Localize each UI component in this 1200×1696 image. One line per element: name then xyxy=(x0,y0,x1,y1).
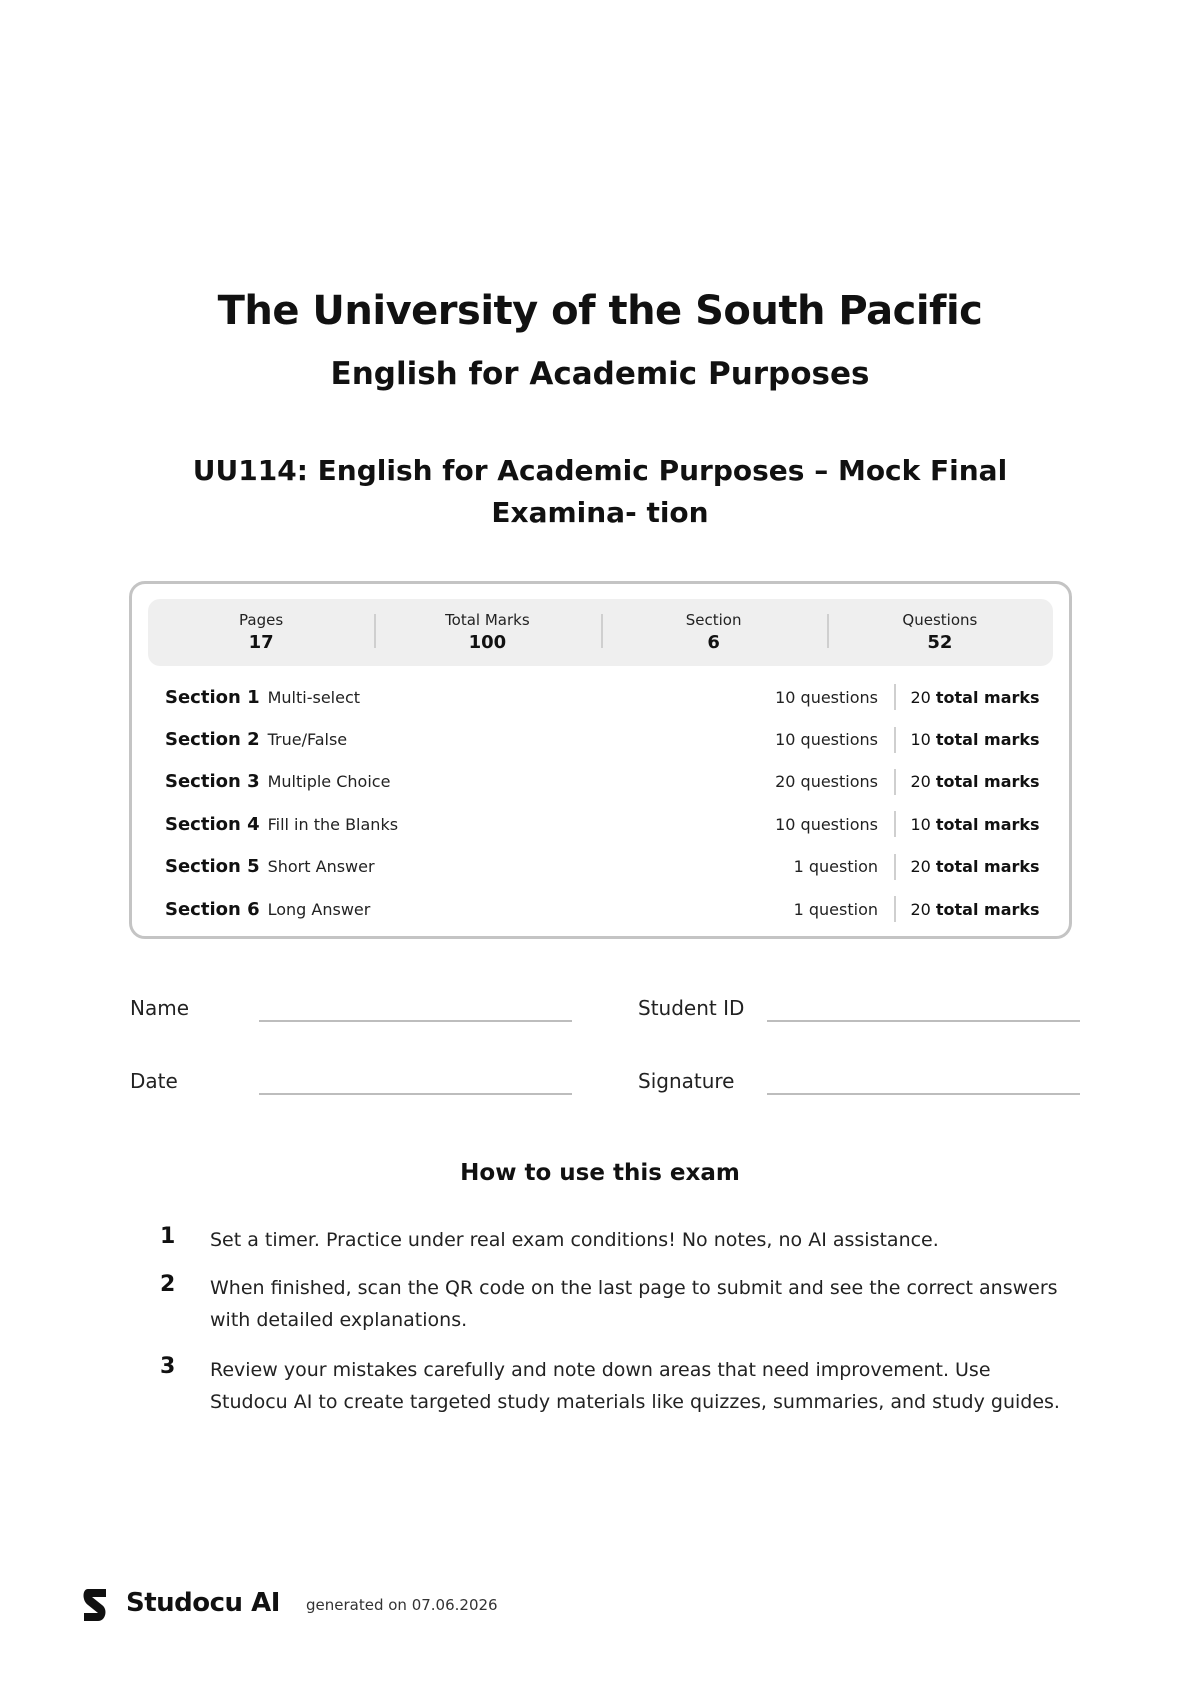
stat-value: 52 xyxy=(927,631,953,653)
stat-label: Pages xyxy=(239,610,284,629)
section-row xyxy=(165,846,1040,888)
marks-number: 20 xyxy=(910,772,931,792)
stat-value: 17 xyxy=(248,631,274,653)
name-label: Name xyxy=(130,996,190,1020)
marks-label: total marks xyxy=(935,730,1040,750)
exam-title: UU114: English for Academic Purposes – Mock Final Examina- tion xyxy=(192,454,1008,529)
section-questions: 10 questions xyxy=(775,814,878,834)
section-questions: 10 questions xyxy=(775,730,878,750)
stat-value: 6 xyxy=(707,631,720,653)
signature-label: Signature xyxy=(638,1069,735,1093)
section-name: Section 3 xyxy=(165,771,260,793)
name-field[interactable] xyxy=(259,1020,572,1022)
stat-label: Questions xyxy=(902,610,978,629)
section-type: Multiple Choice xyxy=(267,772,391,792)
marks-number: 10 xyxy=(910,814,931,834)
section-name: Section 2 xyxy=(165,729,260,751)
section-questions: 1 question xyxy=(793,899,878,919)
student-id-field[interactable] xyxy=(767,1020,1080,1022)
section-row xyxy=(165,803,1040,845)
howto-title: How to use this exam xyxy=(460,1160,740,1186)
stat-section xyxy=(601,610,827,656)
date-label: Date xyxy=(130,1069,178,1093)
section-name: Section 4 xyxy=(165,813,260,835)
marks-number: 10 xyxy=(910,730,931,750)
stat-questions xyxy=(827,610,1053,656)
section-name: Section 6 xyxy=(165,898,260,920)
section-marks xyxy=(910,730,1040,749)
step-number: 3 xyxy=(160,1354,176,1379)
marks-label: total marks xyxy=(935,687,1040,707)
step-text: Set a timer. Practice under real exam conditions! No notes, no AI assistance. xyxy=(210,1229,939,1251)
section-type: True/False xyxy=(267,730,348,750)
marks-number: 20 xyxy=(910,899,931,919)
course-title: English for Academic Purposes xyxy=(330,356,870,392)
section-divider xyxy=(894,854,896,880)
stat-pages xyxy=(148,610,374,656)
marks-number: 20 xyxy=(910,857,931,877)
footer-brand: Studocu AI xyxy=(126,1588,280,1618)
step-number: 2 xyxy=(160,1272,176,1297)
section-questions: 20 questions xyxy=(775,772,878,792)
section-type: Long Answer xyxy=(267,899,371,919)
marks-label: total marks xyxy=(935,772,1040,792)
section-marks xyxy=(910,900,1040,919)
date-field[interactable] xyxy=(259,1093,572,1095)
step-number: 1 xyxy=(160,1224,176,1249)
stats-bar xyxy=(148,599,1053,666)
section-marks xyxy=(910,857,1040,876)
section-marks xyxy=(910,815,1040,834)
section-questions: 1 question xyxy=(793,857,878,877)
section-row xyxy=(165,888,1040,930)
section-name: Section 5 xyxy=(165,856,260,878)
section-divider xyxy=(894,811,896,837)
exam-summary-box xyxy=(129,581,1072,939)
stat-total-marks xyxy=(374,610,600,656)
marks-number: 20 xyxy=(910,687,931,707)
section-marks xyxy=(910,688,1040,707)
section-divider xyxy=(894,896,896,922)
section-type: Fill in the Blanks xyxy=(267,814,399,834)
step-text: Review your mistakes carefully and note down areas that need improvement. Use Studocu AI to create targeted study materials like quizzes, summaries, and study guides. xyxy=(210,1359,1060,1413)
step-text: When finished, scan the QR code on the last page to submit and see the correct answers with detailed explanations. xyxy=(210,1277,1058,1331)
section-divider xyxy=(894,684,896,710)
stat-value: 100 xyxy=(468,631,507,653)
section-name: Section 1 xyxy=(165,686,260,708)
marks-label: total marks xyxy=(935,814,1040,834)
section-type: Multi-select xyxy=(267,687,361,707)
signature-field[interactable] xyxy=(767,1093,1080,1095)
section-type: Short Answer xyxy=(267,857,375,877)
section-marks xyxy=(910,772,1040,791)
generated-date: generated on 07.06.2026 xyxy=(306,1596,498,1614)
marks-label: total marks xyxy=(935,857,1040,877)
section-questions: 10 questions xyxy=(775,687,878,707)
section-divider xyxy=(894,727,896,753)
student-id-label: Student ID xyxy=(638,996,745,1020)
sections-list xyxy=(165,676,1040,930)
marks-label: total marks xyxy=(935,899,1040,919)
university-title: The University of the South Pacific xyxy=(217,288,983,334)
section-row xyxy=(165,761,1040,803)
section-divider xyxy=(894,769,896,795)
section-row xyxy=(165,718,1040,760)
stat-label: Section xyxy=(685,610,742,629)
studocu-logo-icon xyxy=(78,1587,114,1623)
section-row xyxy=(165,676,1040,718)
stat-label: Total Marks xyxy=(445,610,530,629)
